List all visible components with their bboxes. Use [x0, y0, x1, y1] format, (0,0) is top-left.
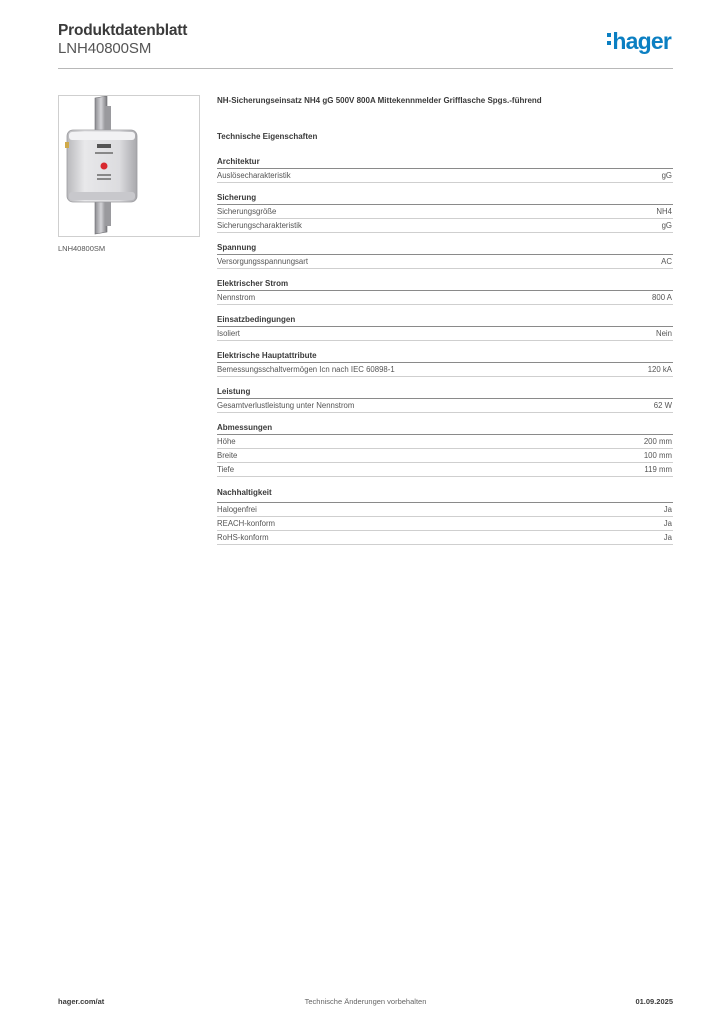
spec-row	[217, 399, 673, 413]
spec-label: Halogenfrei	[217, 505, 257, 514]
spec-label: Breite	[217, 451, 238, 460]
tech-properties-title: Technische Eigenschaften	[217, 132, 318, 141]
section-title: Elektrische Hauptattribute	[217, 350, 673, 363]
section-title: Architektur	[217, 156, 673, 169]
header-divider	[58, 68, 673, 69]
spec-label: REACH-konform	[217, 519, 276, 528]
product-description: NH-Sicherungseinsatz NH4 gG 500V 800A Mittekennmelder Grifflasche Spgs.-führend	[217, 96, 542, 105]
spec-value: Ja	[663, 505, 672, 514]
page-header	[58, 22, 673, 68]
spec-label: Versorgungsspannungsart	[217, 257, 309, 266]
spec-row	[217, 291, 673, 305]
spec-section	[217, 314, 673, 341]
spec-label: Höhe	[217, 437, 236, 446]
spec-sections	[217, 156, 673, 545]
section-title: Abmessungen	[217, 422, 673, 435]
spec-row	[217, 327, 673, 341]
spec-row	[217, 219, 673, 233]
product-image	[58, 95, 200, 237]
spec-value: gG	[661, 221, 672, 230]
footer-website-link[interactable]: hager.com/at	[58, 997, 105, 1006]
spec-value: gG	[661, 171, 672, 180]
spec-label: Sicherungsgröße	[217, 207, 277, 216]
page-title: Produktdatenblatt	[58, 22, 188, 39]
spec-value: 200 mm	[643, 437, 672, 446]
spec-value: 119 mm	[644, 465, 672, 474]
fuse-icon	[59, 96, 199, 236]
spec-row	[217, 503, 673, 517]
image-caption: LNH40800SM	[58, 244, 106, 253]
spec-section	[217, 156, 673, 183]
spec-value: 100 mm	[643, 451, 672, 460]
section-title: Spannung	[217, 242, 673, 255]
spec-row	[217, 517, 673, 531]
spec-row	[217, 463, 673, 477]
spec-row	[217, 255, 673, 269]
spec-section	[217, 192, 673, 233]
spec-row	[217, 531, 673, 545]
spec-value: 800 A	[652, 293, 672, 302]
spec-label: Sicherungscharakteristik	[217, 221, 302, 230]
spec-section	[217, 242, 673, 269]
spec-label: Auslösecharakteristik	[217, 171, 291, 180]
spec-section	[217, 278, 673, 305]
spec-section	[217, 422, 673, 477]
spec-value: AC	[661, 257, 672, 266]
spec-row	[217, 169, 673, 183]
spec-label: Gesamtverlustleistung unter Nennstrom	[217, 401, 355, 410]
footer-date: 01.09.2025	[635, 997, 673, 1006]
spec-value: NH4	[656, 207, 672, 216]
section-title: Nachhaltigkeit	[217, 486, 673, 503]
spec-section	[217, 350, 673, 377]
spec-section	[217, 486, 673, 545]
spec-section	[217, 386, 673, 413]
section-title: Sicherung	[217, 192, 673, 205]
section-title: Elektrischer Strom	[217, 278, 673, 291]
spec-row	[217, 435, 673, 449]
spec-label: Tiefe	[217, 465, 235, 474]
spec-content	[217, 96, 673, 554]
spec-value: Nein	[655, 329, 672, 338]
hager-logo[interactable]	[607, 28, 671, 55]
logo-text: hager	[612, 28, 671, 54]
spec-row	[217, 449, 673, 463]
spec-value: Ja	[663, 533, 672, 542]
spec-row	[217, 363, 673, 377]
spec-label: RoHS-konform	[217, 533, 269, 542]
spec-label: Nennstrom	[217, 293, 256, 302]
product-code: LNH40800SM	[58, 40, 152, 57]
footer-disclaimer: Technische Änderungen vorbehalten	[304, 997, 427, 1006]
section-title: Einsatzbedingungen	[217, 314, 673, 327]
spec-value: 62 W	[653, 401, 672, 410]
spec-label: Bemessungsschaltvermögen Icn nach IEC 60898-1	[217, 365, 395, 374]
spec-value: Ja	[663, 519, 672, 528]
logo-dots-icon	[607, 33, 611, 46]
spec-label: Isoliert	[217, 329, 240, 338]
section-title: Leistung	[217, 386, 673, 399]
spec-value: 120 kA	[647, 365, 672, 374]
spec-row	[217, 205, 673, 219]
